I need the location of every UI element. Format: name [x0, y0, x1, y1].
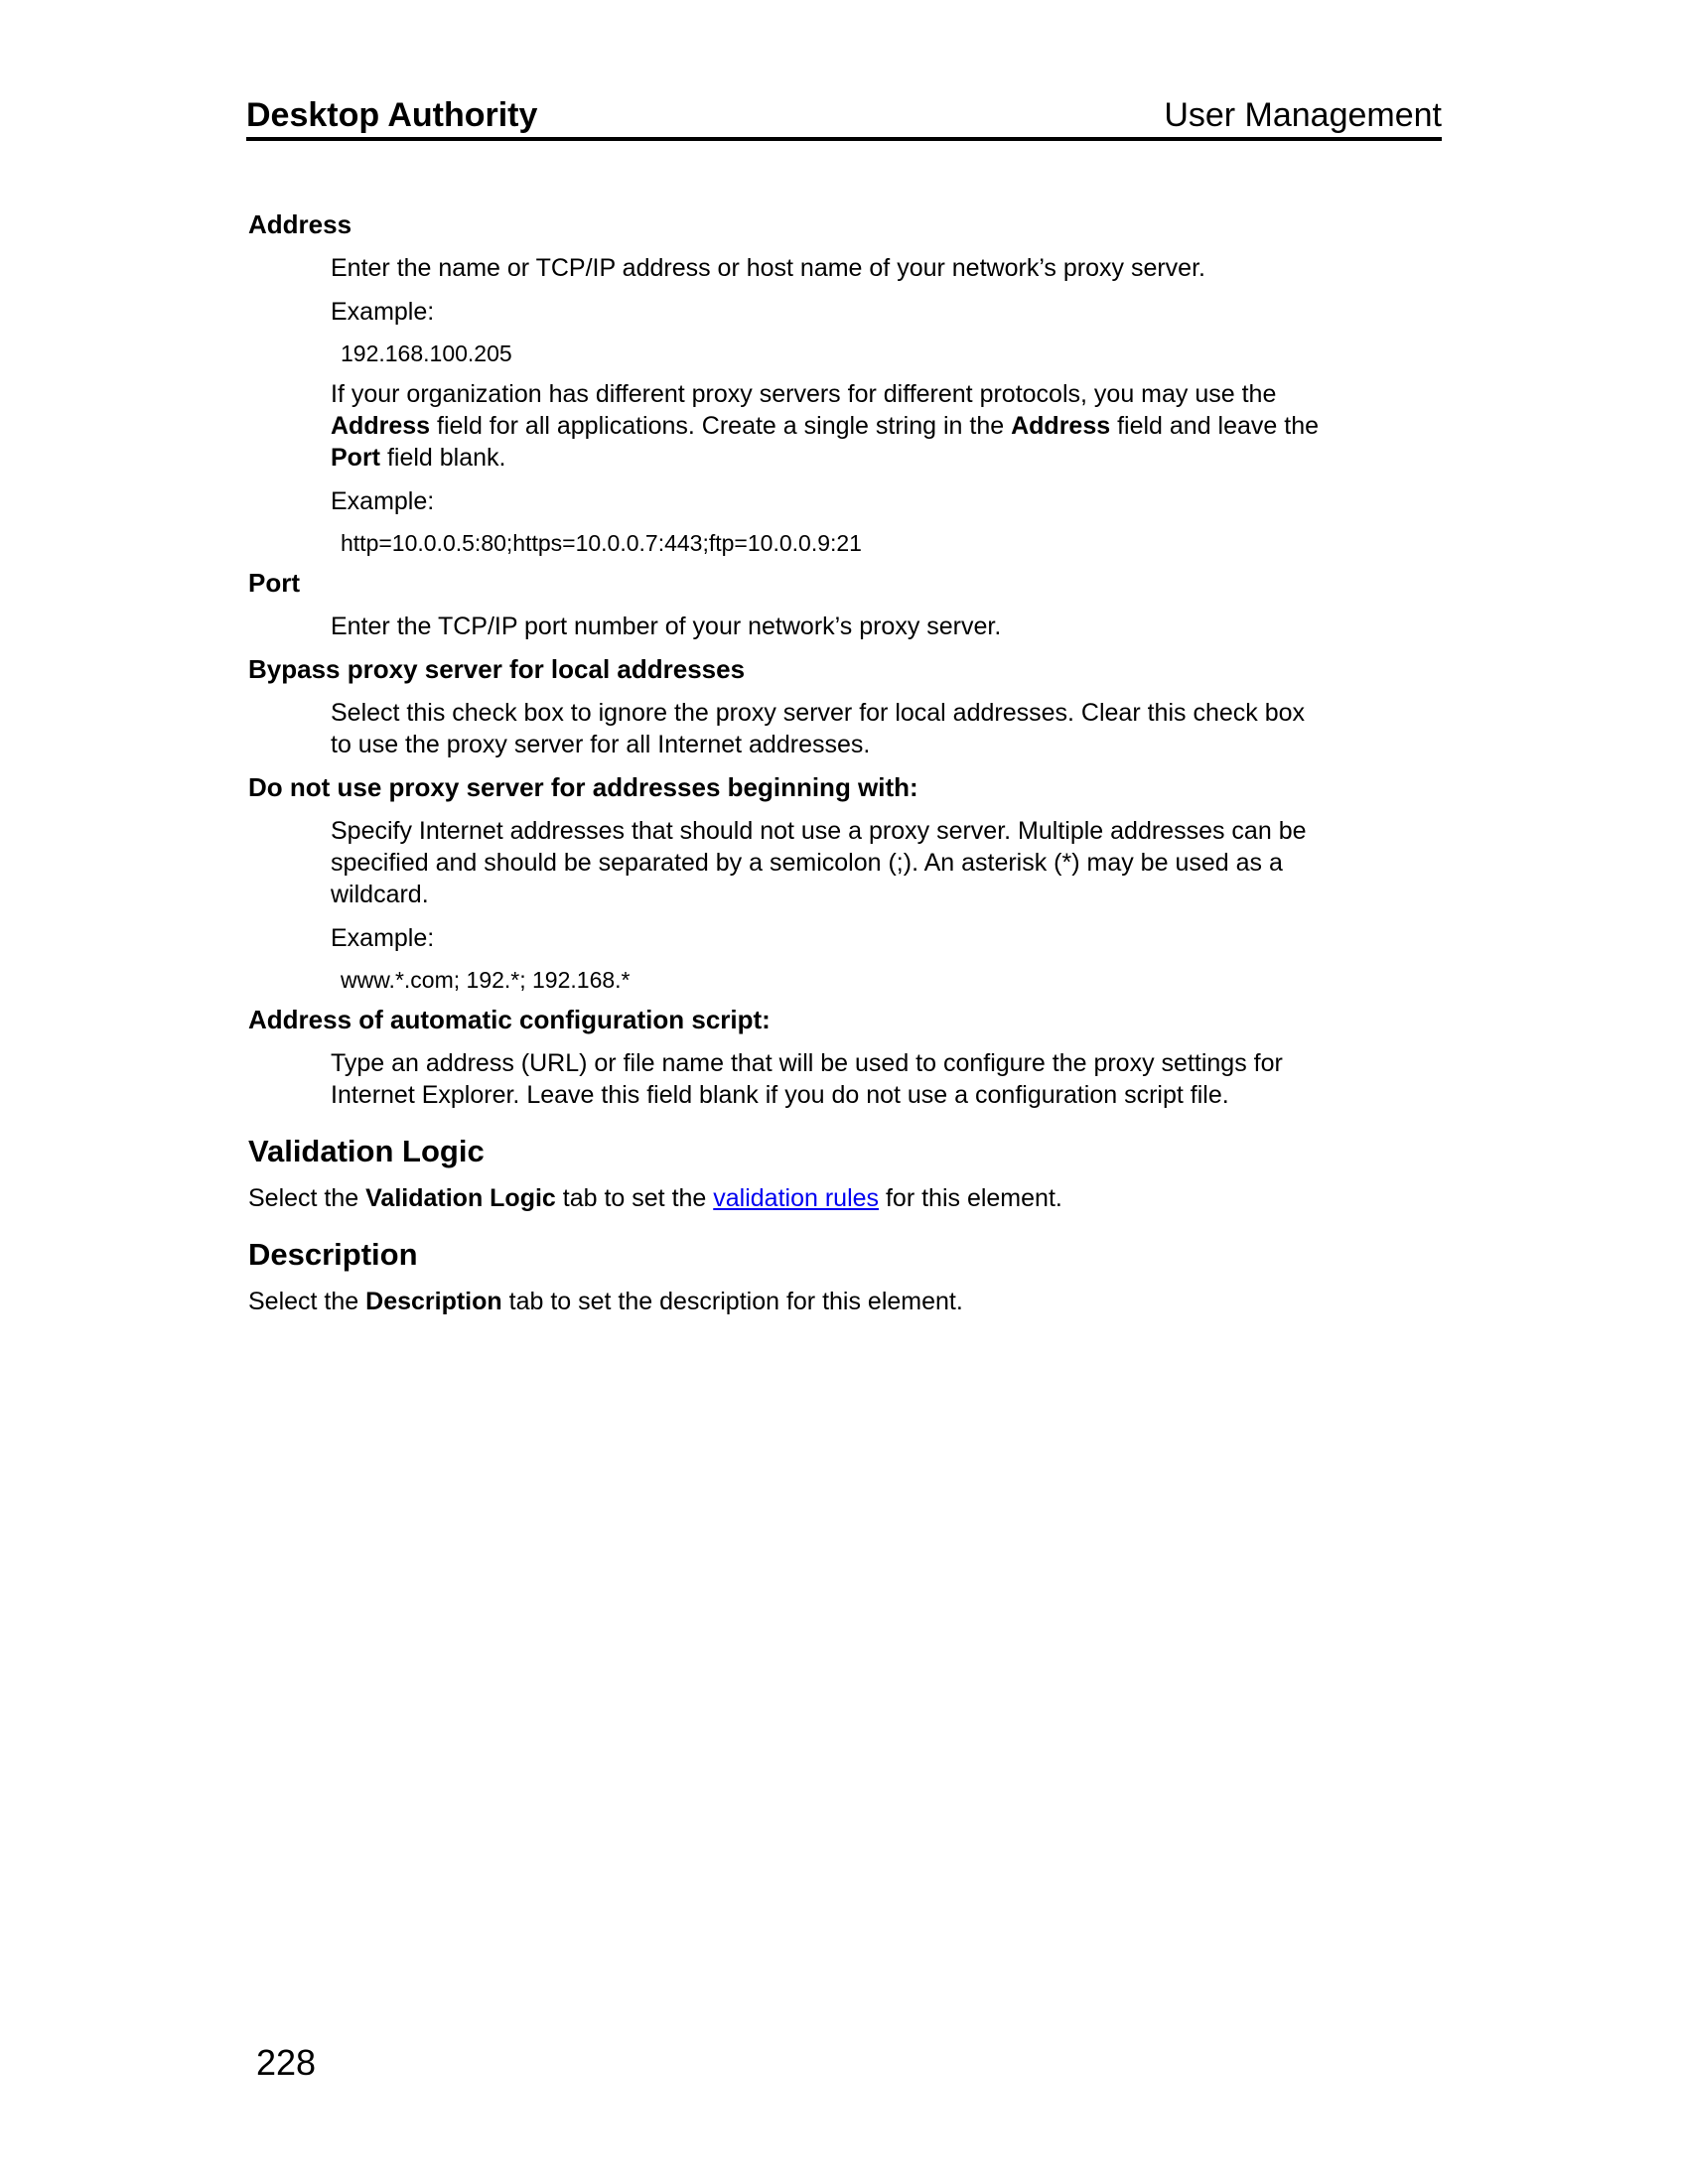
bold-text: Description — [365, 1288, 502, 1315]
text: field and leave the — [1110, 412, 1320, 440]
text: Example: — [331, 298, 435, 326]
doc-line — [248, 653, 1450, 685]
doc-line — [248, 208, 1450, 240]
doc-line — [331, 485, 1450, 517]
text: field for all applications. Create a single string in the — [430, 412, 1012, 440]
doc-line — [331, 879, 1450, 910]
bold-text: Port — [331, 444, 380, 472]
bold-text: Address — [331, 412, 431, 440]
doc-line — [331, 252, 1450, 284]
doc-paragraph — [248, 697, 1450, 760]
bold-text: Address — [1011, 412, 1111, 440]
doc-paragraph — [248, 922, 1450, 954]
doc-paragraph — [248, 1286, 1450, 1317]
doc-line — [331, 611, 1450, 642]
text: Specify Internet addresses that should not use a proxy server. Multiple addresses can be — [331, 817, 1307, 845]
doc-line — [248, 1182, 1450, 1214]
doc-line — [248, 1286, 1450, 1317]
page-header — [246, 95, 1442, 141]
doc-paragraph — [248, 485, 1450, 517]
doc-line — [248, 771, 1450, 803]
text: Validation Logic — [248, 1134, 485, 1168]
text: Example: — [331, 924, 435, 952]
doc-paragraph — [248, 1047, 1450, 1111]
doc-line — [341, 341, 1450, 366]
doc-line — [248, 567, 1450, 599]
text: Example: — [331, 487, 435, 515]
doc-line — [331, 442, 1450, 474]
section-heading-validation-logic — [248, 1133, 1450, 1170]
text: field blank. — [380, 444, 506, 472]
doc-line — [341, 530, 1450, 556]
text: Type an address (URL) or file name that will be used to configure the proxy settings for — [331, 1049, 1283, 1077]
text: wildcard. — [331, 881, 429, 908]
doc-paragraph — [248, 378, 1450, 474]
heading-port — [248, 567, 1450, 599]
text: specified and should be separated by a semicolon (;). An asterisk (*) may be used as a — [331, 849, 1283, 877]
heading-do-not-use-proxy — [248, 771, 1450, 803]
heading-address-of-automatic-configuration — [248, 1004, 1450, 1035]
doc-line — [331, 296, 1450, 328]
text: Bypass proxy server for local addresses — [248, 654, 746, 684]
heading-bypass-proxy-server-for — [248, 653, 1450, 685]
text: Port — [248, 568, 300, 598]
doc-line — [331, 1079, 1450, 1111]
text: Select this check box to ignore the proxy server for local addresses. Clear this check box — [331, 699, 1306, 727]
text: Select the — [248, 1184, 366, 1212]
doc-paragraph — [248, 252, 1450, 284]
section-heading-description — [248, 1236, 1450, 1274]
text: http=10.0.0.5:80;https=10.0.0.7:443;ftp=10.0.0.9:21 — [341, 530, 862, 556]
doc-line — [331, 922, 1450, 954]
doc-line — [331, 847, 1450, 879]
doc-paragraph — [248, 611, 1450, 642]
doc-line — [331, 410, 1450, 442]
doc-line — [248, 1004, 1450, 1035]
header-left-title: Desktop Authority — [246, 96, 538, 134]
doc-line — [341, 967, 1450, 993]
text: tab to set the description for this element. — [501, 1288, 963, 1315]
text: If your organization has different proxy servers for different protocols, you may use the — [331, 380, 1277, 408]
text: tab to set the — [555, 1184, 714, 1212]
text: Enter the name or TCP/IP address or host name of your network’s proxy server. — [331, 254, 1205, 282]
text: Select the — [248, 1288, 366, 1315]
doc-line — [331, 378, 1450, 410]
heading-address — [248, 208, 1450, 240]
doc-line — [248, 1236, 1450, 1274]
validation-rules-link[interactable]: validation rules — [713, 1184, 880, 1212]
document-content — [248, 141, 1450, 1317]
doc-paragraph — [248, 1182, 1450, 1214]
text: Enter the TCP/IP port number of your network’s proxy server. — [331, 613, 1002, 640]
doc-line — [248, 1133, 1450, 1170]
text: Do not use proxy server for addresses beginning with: — [248, 772, 918, 802]
page-number: 228 — [256, 2042, 317, 2083]
text: to use the proxy server for all Internet addresses. — [331, 731, 871, 758]
text: Internet Explorer. Leave this field blank if you do not use a configuration script file. — [331, 1081, 1229, 1109]
text: Description — [248, 1237, 418, 1272]
doc-paragraph — [248, 815, 1450, 910]
doc-line — [331, 1047, 1450, 1079]
doc-line — [331, 729, 1450, 760]
doc-example-value — [248, 530, 1450, 556]
doc-example-value — [248, 341, 1450, 366]
doc-paragraph — [248, 296, 1450, 328]
doc-example-value — [248, 967, 1450, 993]
doc-line — [331, 815, 1450, 847]
bold-text: Validation Logic — [365, 1184, 556, 1212]
text: 192.168.100.205 — [341, 341, 512, 366]
text: Address — [248, 209, 352, 239]
doc-line — [331, 697, 1450, 729]
header-right-title: User Management — [1164, 96, 1442, 134]
text: www.*.com; 192.*; 192.168.* — [341, 967, 631, 993]
text: for this element. — [879, 1184, 1062, 1212]
text: Address of automatic configuration script: — [248, 1005, 771, 1034]
